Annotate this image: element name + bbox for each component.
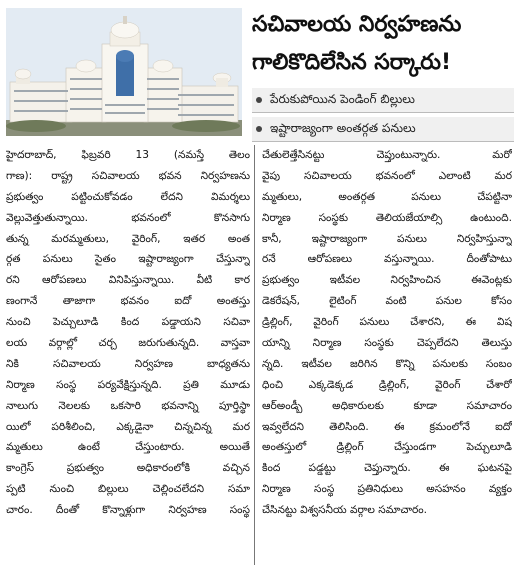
article-text-line: డ్రిల్లింగ్, వైరింగ్ పనులు చేశారని, ఈ విష — [262, 316, 512, 329]
article-text-line: తున్న మరమ్మతులు, వైరింగ్, ఇతర అంత — [6, 232, 250, 245]
headline-line-2: గాలికొదిలేసిన సర్కారు! — [252, 50, 451, 75]
article-text-line: కాంగ్రెస్ ప్రభుత్వం అధికారంలోకి వచ్చిన — [6, 462, 250, 475]
subhead-bullets — [252, 88, 514, 146]
column-divider — [254, 145, 255, 565]
article-text-line: కింద పడ్డట్టు చెప్తున్నారు. ఈ ఘటనపై — [262, 462, 512, 475]
article-text-line: ఆర్అండ్బీ అధికారులకు కూడా సమాచారం — [262, 399, 512, 412]
article-text-line: నిర్మాణ సంస్థకు తెలియజేయాల్సి ఉంటుంది. — [262, 211, 512, 224]
article-text-line: చేసినట్టు విశ్వసనీయ వర్గాల సమాచారం. — [262, 504, 428, 517]
article-text-line: లయ వర్గాల్లో చర్చ జరుగుతున్నది. వాస్తవా — [6, 337, 250, 350]
article-text-line: నిర్మాణ సంస్థ పర్యవేక్షిస్తున్నది. ప్రతి మూడు — [6, 378, 250, 391]
subhead-bullet-text: ఇష్టారాజ్యంగా అంతర్గత పనులు — [270, 120, 416, 135]
article-text-line: రని ఆరోపణలు వినిపిస్తున్నాయి. వీటి కార — [6, 274, 250, 287]
subhead-bullet-text: పేరుకుపోయిన పెండింగ్ బిల్లులు — [270, 91, 415, 106]
article-text-line: నిర్మాణ సంస్థ ప్రతినిధులు అసహనం వ్యక్తం — [262, 483, 512, 496]
article-text-line: ధించి ఎక్కడెక్కడ డ్రిల్లింగ్, వైరింగ్ చేశారో — [262, 378, 512, 391]
bullet-dot-icon — [256, 126, 262, 132]
article-text-line: వెల్లువెత్తుతున్నాయి. భవనంలో కొనసాగు — [6, 211, 250, 224]
headline — [252, 6, 514, 82]
article-text-line: యాన్ని నిర్మాణ సంస్థకు చెప్పలేదని తెలుస్తు — [262, 337, 512, 350]
article-text-line: చేతులెత్తేసినట్టు చెప్తుంటున్నారు. మరో — [262, 149, 512, 161]
article-text-line: ప్రభుత్వం ఇటీవల నిర్వహించిన ఈవెంట్లకు — [262, 274, 512, 287]
article-text-line: ప్పటి నుంచి బిల్లులు చెల్లించలేదని సమా — [6, 483, 250, 496]
article-text-line: యిలో పరిశీలించి, ఎక్కడైనా చిన్నచిన్న మర — [6, 420, 250, 433]
article-column-right — [262, 145, 512, 521]
article-text-line: వైపు సచివాలయ భవనంలో ఎలాంటి మర — [262, 169, 512, 182]
subhead-bullet — [252, 88, 514, 113]
article-text-line: అంతస్తులో డ్రిల్లింగ్ చేస్తుండగా పెచ్చులూడి — [262, 441, 512, 454]
article-text-line: నాలుగు నెలలకు ఒకసారి భవనాన్ని పూర్తిస్థా — [6, 399, 250, 412]
secretariat-building-photo — [6, 8, 242, 136]
article-text-line: ప్రభుత్వం పట్టించుకోవడం లేదని విమర్శలు — [6, 190, 250, 203]
article-text-line: నుంచి పెచ్చులూడి కింద పడ్డాయని సచివా — [6, 316, 250, 329]
article-text-line: న్నది. ఇటీవల జరిగిన కొన్ని పనులకు సంబం — [262, 357, 512, 370]
headline-line-1: సచివాలయ నిర్వహణను — [252, 12, 462, 37]
subhead-bullet — [252, 117, 514, 142]
secretariat-building-illustration — [6, 8, 242, 136]
bullet-dot-icon — [256, 97, 262, 103]
article-text-line: మ్మతులు ఉంటే చేస్తుంటారు. అయితే — [6, 441, 250, 454]
article-text-line: చారం. దీంతో కొన్నాళ్లుగా నిర్వహణ సంస్థ — [6, 504, 250, 517]
article-text-line: కానీ, ఇష్టారాజ్యంగా పనులు నిర్వహిస్తున్నా — [262, 232, 512, 245]
article-text-line: ర్గత పనులు సైతం ఇష్టారాజ్యంగా చేస్తున్నా — [6, 253, 250, 266]
article-text-line: ఇవ్వలేదని తెలిసింది. ఈ క్రమంలోనే ఐదో — [262, 420, 512, 433]
article-text-line: ణంగానే తాజాగా భవనం ఐదో అంతస్తు — [6, 295, 250, 308]
article-column-left — [6, 145, 250, 521]
article-text-line: హైదరాబాద్, ఫిబ్రవరి 13 (నమస్తే తెలం — [6, 149, 250, 161]
article-text-line: మ్మతులు, అంతర్గత పనులు చేపట్టినా — [262, 190, 512, 203]
article-text-line: డెకరేషన్, లైటింగ్ వంటి పనుల కోసం — [262, 295, 512, 308]
article-text-line: గాణ): రాష్ట్ర సచివాలయ భవన నిర్వహణను — [6, 169, 250, 182]
article-text-line: రనే ఆరోపణలు వస్తున్నాయి. దీంతోపాటు — [262, 253, 512, 266]
article-text-line: నికి సచివాలయ నిర్వహణ బాధ్యతను — [6, 357, 250, 370]
